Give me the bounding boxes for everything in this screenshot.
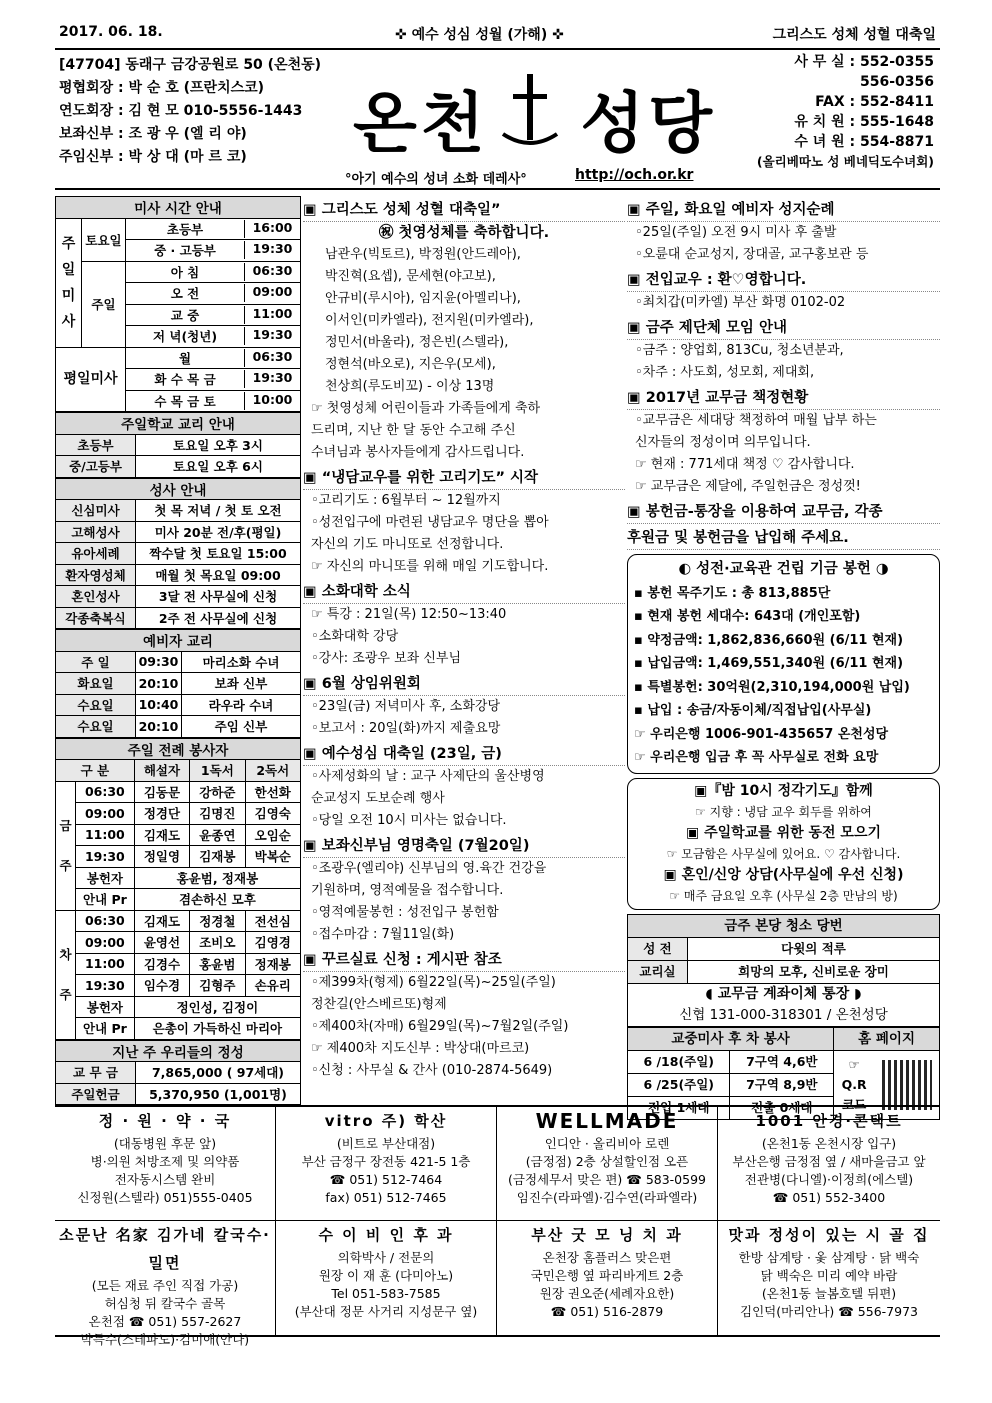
ad-title: 맛과 정성이 있는 시 골 집 [728, 1226, 930, 1244]
servers-cell: 19:30 [76, 846, 135, 868]
contact-numbers [757, 52, 934, 172]
parish-info-line: 보좌신부 : 조 광 우 (엘 리 야) [59, 126, 247, 142]
catechism-title: 예비자 교리 [56, 630, 301, 652]
table-cell: 수요일 [56, 694, 136, 716]
table-cell: 유아세례 [56, 543, 136, 565]
table-cell: 주일헌금 [56, 1083, 136, 1105]
servers-role: 안내 Pr [76, 1018, 135, 1040]
fund-line: ▪ 납입금액: 1,469,551,340원 (6/11 현재) [634, 656, 904, 671]
servers-value: 겸손하신 모후 [134, 889, 300, 911]
notice-line: ◦접수마감 : 7월11일(화) [311, 927, 455, 942]
notice-line: 기원하며, 영적예물을 접수합니다. [311, 883, 504, 898]
sunday-label: 주일 [82, 261, 126, 347]
tea-cell: 6 /25(주일) [628, 1073, 730, 1096]
notice-line: 이서인(미카엘라), 전지원(미카엘라), [325, 313, 534, 328]
qr-label: Q.R [841, 1076, 867, 1092]
fund-line: ▪ 납입 : 송금/자동이체/직접납입(사무실) [634, 703, 872, 718]
table-cell: 3달 전 사무실에 신청 [136, 586, 301, 608]
mass-slot: 아 침 [170, 264, 200, 280]
tea-cell: 전출 0세대 [730, 1096, 834, 1119]
notice-line: 자신의 기도 마니또로 선정합니다. [311, 537, 504, 552]
servers-cell: 정일영 [134, 846, 189, 868]
ad-line: 김인덕(마리안나) ☎ 556-7973 [740, 1304, 918, 1319]
fund-line: ▪ 봉헌 목주기도 : 총 813,885단 [634, 585, 831, 601]
notice-heading: ▣ 주일, 화요일 예비자 성지순례 [627, 199, 940, 222]
notice-line: ◦금주 : 양업회, 813Cu, 청소년분과, [635, 343, 844, 358]
fund-line: ▪ 약정금액: 1,862,836,660원 (6/11 현재) [634, 632, 904, 648]
ad-line: ☎ 051) 516-2879 [550, 1304, 664, 1319]
table-cell: 중/고등부 [56, 456, 136, 478]
notice-heading: ▣ 6월 상임위원회 [303, 673, 625, 696]
notice-heading: ▣ 전입교우 : 환♡영합니다. [627, 269, 940, 292]
ad-title: 수 이 비 인 후 과 [318, 1226, 454, 1244]
table-cell: 환자영성체 [56, 564, 136, 586]
notice-line: 박진혁(요셉), 문세현(야고보), [325, 269, 496, 284]
parish-info-line: 주임신부 : 박 상 대 (마 르 코) [59, 149, 247, 165]
servers-cell: 김재도 [134, 910, 189, 932]
notice-line: ◦최치갑(미카엘) 부산 화명 0102-02 [635, 295, 846, 310]
weekday-mass-label: 평일미사 [56, 347, 126, 412]
week-label: 차주 [56, 910, 76, 1039]
ad-block [276, 1221, 497, 1335]
ad-line: 허심청 뒤 칼국수 골목 [104, 1296, 226, 1311]
ad-title: 정 · 원 · 약 · 국 [98, 1112, 232, 1130]
mass-time: 09:00 [244, 284, 300, 302]
contact-line: (올리베따노 성 베네딕도수녀회) [756, 154, 934, 169]
ad-line: (금정점) 2층 상설할인점 오픈 [525, 1154, 689, 1169]
servers-cell: 19:30 [76, 975, 135, 997]
cross-logo-icon [495, 68, 565, 158]
notice-line: ☞ 첫영성체 어린이들과 가족들에게 축하 [311, 401, 541, 416]
servers-cell: 06:30 [76, 910, 135, 932]
table-cell: 교 무 금 [56, 1062, 136, 1084]
servers-title: 주일 전례 봉사자 [56, 738, 301, 760]
notice-line: ◦23일(금) 저녁미사 후, 소화강당 [311, 699, 501, 714]
servers-cell: 오임순 [245, 824, 300, 846]
table-cell: 20:10 [136, 716, 182, 738]
table-cell: 수요일 [56, 716, 136, 738]
notice-line: ◦성전입구에 마련된 냉담교우 명단을 뽑아 [311, 515, 549, 530]
servers-cell: 강하준 [190, 781, 245, 803]
ad-line: 박득수(스테파노)·김미애(안나) [80, 1332, 250, 1347]
tea-cell: 6 /18(주일) [628, 1050, 730, 1073]
notice-line: 정민서(바울라), 정은빈(스텔라), [325, 335, 509, 350]
notice-line: ◦차주 : 사도회, 성모회, 제대회, [635, 365, 815, 380]
notice-line: ☞ 자신의 마니또를 위해 매일 기도합니다. [311, 559, 549, 574]
prayer-line: ▣ 주일학교를 위한 동전 모으기 [685, 824, 881, 841]
table-cell: 고해성사 [56, 521, 136, 543]
contact-line: FAX : 552-8411 [815, 94, 934, 110]
ad-block [276, 1107, 497, 1221]
ad-line: 병·의원 처방조제 및 의약품 [90, 1154, 240, 1169]
servers-cell: 정경단 [134, 803, 189, 825]
ad-line: (금정세무서 맞은 편) ☎ 583-0599 [508, 1172, 706, 1187]
notice-line: ☞ 특강 : 21일(목) 12:50~13:40 [311, 607, 507, 622]
servers-value: 은총이 가득하신 마리아 [134, 1018, 300, 1040]
ad-title: 소문난 名家 김가네 칼국수·밀면 [59, 1226, 271, 1272]
ad-block [718, 1107, 940, 1221]
contact-line: 556-0356 [860, 74, 934, 90]
servers-value: 정인성, 김정이 [134, 996, 300, 1018]
notice-line: 정찬길(안스베르또)형제 [311, 997, 447, 1012]
table-cell: 짝수달 첫 토요일 15:00 [136, 543, 301, 565]
notice-heading: 후원금 및 봉헌금을 납입해 주세요. [627, 527, 940, 550]
ad-line: (온천1동 온천시장 입구) [761, 1136, 897, 1151]
servers-header: 2독서 [245, 760, 300, 782]
notice-heading: ▣ 소화대학 소식 [303, 581, 625, 604]
ad-line: (비트로 부산대점) [336, 1136, 436, 1151]
notice-line: ◦25일(주일) 오전 9시 미사 후 출발 [635, 225, 837, 240]
ad-line: (모든 재료 주인 직접 가공) [91, 1278, 239, 1293]
ad-block [718, 1221, 940, 1335]
fund-title: ◐ 성전·교육관 건립 기금 봉헌 ◑ [678, 561, 889, 577]
servers-role: 안내 Pr [76, 889, 135, 911]
table-cell: 09:30 [136, 651, 182, 673]
servers-cell: 11:00 [76, 824, 135, 846]
catechism-table [55, 629, 301, 738]
ad-line: 부산은행 금정점 옆 / 새마을금고 앞 [732, 1154, 926, 1169]
fund-line: ☞ 우리은행 1006-901-435657 온천성당 [634, 726, 889, 742]
notice-line: ◦제400차(자매) 6월29일(목)~7월2일(주일) [311, 1019, 569, 1034]
notice-line: 정현석(바오로), 지은우(모세), [325, 357, 496, 372]
notice-line: 남관우(빅토르), 박정원(안드레아), [325, 247, 521, 262]
ad-block [497, 1221, 718, 1335]
servers-cell: 김동문 [134, 781, 189, 803]
mass-time: 19:30 [244, 241, 300, 259]
notice-line: ◦사제성화의 날 : 교구 사제단의 울산병영 [311, 769, 545, 784]
ad-line: fax) 051) 512-7465 [325, 1190, 447, 1205]
table-cell: 혼인성사 [56, 586, 136, 608]
table-cell: 주임 신부 [182, 716, 301, 738]
sunday-school-table [55, 412, 301, 478]
qr-code-icon [882, 1060, 932, 1110]
notice-line: ◦소화대학 강당 [311, 629, 399, 644]
ad-line: 온천점 ☎ 051) 557-2627 [88, 1314, 242, 1329]
mass-times-title: 미사 시간 안내 [56, 197, 301, 219]
notice-heading: ▣ 꾸르실료 신청 : 게시판 참조 [303, 949, 625, 972]
ad-line: 전자동시스템 완비 [114, 1172, 216, 1187]
mass-time: 11:00 [244, 306, 300, 324]
notice-line: ◦제399차(형제) 6월22일(목)~25일(주일) [311, 975, 556, 990]
cleaning-title: 금주 본당 청소 당번 [628, 914, 940, 937]
notice-line: ◦고리기도 : 6월부터 ~ 12월까지 [311, 493, 501, 508]
masthead [55, 48, 940, 190]
ad-line: 한방 삼계탕 · 옻 삼계탕 · 닭 백숙 [738, 1250, 920, 1265]
notice-line: 천상희(루도비꼬) - 이상 13명 [325, 379, 495, 394]
notice-heading: ▣ 금주 제단체 모임 안내 [627, 317, 940, 340]
table-cell: 10:40 [136, 694, 182, 716]
ad-block [55, 1221, 276, 1347]
notice-line: ☞ 제400차 지도신부 : 박상대(마르코) [311, 1041, 530, 1056]
ad-line: 인디안 · 올리비아 로렌 [544, 1136, 670, 1151]
ad-line: Tel 051-583-7585 [331, 1286, 441, 1301]
notice-heading: ▣ 예수성심 대축일 (23일, 금) [303, 743, 625, 766]
servers-cell: 정재봉 [245, 953, 300, 975]
servers-header: 구 분 [56, 760, 135, 782]
servers-cell: 김명진 [190, 803, 245, 825]
servers-role: 봉헌자 [76, 867, 135, 889]
servers-cell: 11:00 [76, 953, 135, 975]
ad-line: 원장 권오준(세례자요한) [539, 1286, 675, 1301]
servers-header: 1독서 [190, 760, 245, 782]
servers-cell: 김영숙 [245, 803, 300, 825]
servers-cell: 김재봉 [190, 846, 245, 868]
table-cell: 신심미사 [56, 500, 136, 522]
middle-column [303, 196, 625, 1104]
notice-line: ◦강사: 조광우 보좌 신부님 [311, 651, 462, 666]
table-cell: 보좌 신부 [182, 673, 301, 695]
parish-info-line: 평협회장 : 박 순 호 (프란치스코) [59, 80, 265, 96]
table-cell: 5,370,950 (1,001명) [136, 1083, 301, 1105]
account-number: 신협 131-000-318301 / 온천성당 [627, 1005, 940, 1027]
servers-table [55, 738, 301, 1040]
website-link[interactable]: http://och.or.kr [575, 167, 694, 183]
ad-block [55, 1107, 276, 1221]
notice-heading: ▣ 2017년 교무금 책정현황 [627, 387, 940, 410]
notice-line: ◦당일 오전 10시 미사는 없습니다. [311, 813, 507, 828]
cleaning-duty-table [627, 914, 940, 984]
ad-line: 국민은행 옆 파리바게트 2층 [530, 1268, 684, 1283]
servers-cell: 박복순 [245, 846, 300, 868]
sacraments-table [55, 478, 301, 630]
notice-line: 신자들의 정성이며 의무입니다. [635, 435, 811, 450]
fund-line: ▪ 특별봉헌: 30억원(2,310,194,000원 납입) [634, 679, 910, 695]
fund-line: ▪ 현재 봉헌 세대수: 643대 (개인포함) [634, 609, 861, 624]
contact-line: 수 녀 원 : 554-8871 [794, 134, 934, 150]
qr-label: ☞ [848, 1056, 860, 1072]
ad-line: ☎ 051) 512-7464 [329, 1172, 443, 1187]
right-notices [627, 199, 940, 550]
ad-block [497, 1107, 718, 1221]
title-part-a: 온천 [353, 85, 489, 162]
table-cell: 화요일 [56, 673, 136, 695]
ad-title: vitro 주) 학산 [324, 1112, 448, 1130]
table-cell: 주 일 [56, 651, 136, 673]
account-title: ◖ 교무금 계좌이체 통장 ◗ [627, 984, 940, 1005]
left-column [55, 196, 301, 1104]
servers-cell: 손유리 [245, 975, 300, 997]
servers-cell: 김영경 [245, 932, 300, 954]
fund-line: ☞ 우리은행 입금 후 꼭 사무실로 전화 요망 [634, 750, 879, 765]
mass-time: 06:30 [244, 263, 300, 281]
ad-line: 의학박사 / 전문의 [337, 1250, 435, 1265]
table-cell: 초등부 [56, 434, 136, 456]
mass-slot: 수 목 금 토 [154, 393, 216, 409]
notice-line: 순교성지 도보순례 행사 [311, 791, 445, 806]
mass-slot: 저 녁(청년) [152, 329, 218, 345]
table-cell: 2주 전 사무실에 신청 [136, 607, 301, 629]
mass-slot: 월 [178, 350, 192, 366]
servers-cell: 윤영선 [134, 932, 189, 954]
prayer-line: ▣ 혼인/신앙 상담(사무실에 우선 신청) [663, 866, 904, 883]
ad-line: (온천1동 늘봄호텔 뒤편) [761, 1286, 897, 1301]
servers-header: 해설자 [134, 760, 189, 782]
qr-label: 코드 [842, 1096, 867, 1112]
notice-line: ☞ 현재 : 771세대 책정 ♡ 감사합니다. [635, 457, 855, 472]
feast-name: 그리스도 성체 성혈 대축일 [772, 27, 936, 43]
table-cell: 다윗의 적루 [688, 937, 940, 960]
table-cell: 마리소화 수녀 [182, 651, 301, 673]
mass-time: 19:30 [244, 327, 300, 345]
notice-line: ◦영적예물봉헌 : 성전입구 봉헌함 [311, 905, 499, 920]
ad-title: 1001 안경·콘택트 [755, 1112, 903, 1130]
parish-info-line: [47704] 동래구 금강공원로 50 (온천동) [59, 57, 322, 73]
notice-heading: ▣ 그리스도 성체 성혈 대축일” [303, 199, 625, 222]
mass-time: 19:30 [244, 370, 300, 388]
notice-line: 안규비(루시아), 임지윤(아멜리나), [325, 291, 521, 306]
week-label: 금주 [56, 781, 76, 910]
table-cell: 교리실 [628, 960, 688, 983]
offering-title: 지난 주 우리들의 정성 [56, 1040, 301, 1062]
servers-cell: 김경수 [134, 953, 189, 975]
table-cell: 각종축복식 [56, 607, 136, 629]
notice-heading: ▣ “냉담교우를 위한 고리기도” 시작 [303, 467, 625, 490]
ad-line: (대동병원 후문 앞) [113, 1136, 217, 1151]
ad-line: 닭 백숙은 미리 예약 바람 [760, 1268, 898, 1283]
mass-time: 16:00 [244, 220, 300, 238]
notice-line: ◦교무금은 세대당 책정하여 매월 납부 하는 [635, 413, 877, 428]
mass-slot: 초등부 [166, 221, 204, 237]
servers-cell: 전선심 [245, 910, 300, 932]
prayer-line: ☞ 매주 금요일 오후 (사무실 2층 만남의 방) [669, 888, 898, 903]
table-cell: 희망의 모후, 신비로운 장미 [688, 960, 940, 983]
parish-info [59, 54, 321, 169]
top-bar [55, 22, 940, 44]
contact-line: 유 치 원 : 555-1648 [794, 114, 934, 130]
table-cell: 토요일 오후 6시 [136, 456, 301, 478]
servers-cell: 김재도 [134, 824, 189, 846]
tea-cell: 7구역 8,9반 [730, 1073, 834, 1096]
mass-slot: 오 전 [170, 286, 200, 302]
servers-cell: 정경철 [190, 910, 245, 932]
parish-info-line: 연도회장 : 김 현 모 010-5556-1443 [59, 103, 303, 119]
sunday-mass-label: 주일미사 [56, 218, 82, 347]
servers-cell: 한선화 [245, 781, 300, 803]
mass-time: 06:30 [244, 349, 300, 367]
notice-heading: ▣ 보좌신부님 영명축일 (7월20일) [303, 835, 625, 858]
ad-line: (부산대 정문 사거리 지성문구 옆) [294, 1304, 478, 1319]
sacraments-title: 성사 안내 [56, 478, 301, 500]
advertisements [55, 1105, 940, 1347]
ad-title: 부산 굿 모 닝 치 과 [531, 1226, 683, 1244]
servers-cell: 06:30 [76, 781, 135, 803]
right-column [627, 196, 940, 1115]
prayer-line: ☞ 모금함은 사무실에 있어요. ♡ 감사합니다. [666, 846, 901, 861]
prayer-line: ▣『밤 10시 정각기도』함께 [694, 782, 873, 799]
liturgical-month: ✜ 예수 성심 성월 (가해) ✜ [395, 27, 564, 43]
ad-line: 부산 금정구 장전동 421-5 1층 [301, 1154, 471, 1169]
notice-heading: ▣ 봉헌금-통장을 이용하여 교무금, 각종 [627, 501, 940, 524]
motto: °아기 예수의 성녀 소화 데레사° [345, 172, 527, 187]
servers-cell: 임수경 [134, 975, 189, 997]
servers-value: 홍윤범, 정재봉 [134, 867, 300, 889]
sunday-school-title: 주일학교 교리 안내 [56, 413, 301, 435]
mass-times-table [55, 196, 301, 412]
notice-line: 수녀님과 봉사자들에게 감사드립니다. [311, 445, 525, 460]
tea-title: 교중미사 후 차 봉사 [628, 1027, 834, 1050]
ad-line: 원장 이 재 훈 (다미아노) [318, 1268, 454, 1283]
servers-cell: 09:00 [76, 803, 135, 825]
notice-line: ◦조광우(엘리야) 신부님의 영.육간 건강을 [311, 861, 547, 876]
table-cell: 미사 20분 전/후(평일) [136, 521, 301, 543]
offering-table [55, 1040, 301, 1106]
mass-slot: 중 · 고등부 [154, 243, 216, 259]
title-part-b: 성당 [580, 85, 717, 162]
ad-line: 전관병(다니엘)·이정희(에스텔) [744, 1172, 914, 1187]
servers-cell: 조비오 [190, 932, 245, 954]
table-cell: 매월 첫 목요일 09:00 [136, 564, 301, 586]
building-fund-box [627, 554, 940, 774]
mass-slot: 교 중 [170, 307, 200, 323]
table-cell: 성 전 [628, 937, 688, 960]
servers-cell: 김형주 [190, 975, 245, 997]
notice-line: ◦오륜대 순교성지, 장대골, 교구홍보관 등 [635, 247, 869, 262]
tea-cell: 전입 1세대 [628, 1096, 730, 1119]
table-cell: 첫 목 저녁 / 첫 토 오전 [136, 500, 301, 522]
ad-line: ☎ 051) 552-3400 [772, 1190, 886, 1205]
prayer-line: ☞ 지향 : 냉담 교우 회두를 위하여 [695, 804, 872, 819]
servers-cell: 홍윤범 [190, 953, 245, 975]
servers-role: 봉헌자 [76, 996, 135, 1018]
mass-slot: 화 수 목 금 [154, 372, 216, 388]
ad-line: 신정원(스텔라) 051)555-0405 [77, 1190, 253, 1205]
mass-time: 10:00 [244, 392, 300, 410]
notice-line: 드리며, 지난 한 달 동안 수고해 주신 [311, 423, 516, 438]
saturday-label: 토요일 [82, 218, 126, 261]
servers-cell: 09:00 [76, 932, 135, 954]
notice-line: ◦보고서 : 20일(화)까지 제출요망 [311, 721, 501, 736]
table-cell: 7,865,000 ( 97세대) [136, 1062, 301, 1084]
notice-line: ◦신청 : 사무실 & 간사 (010-2874-5649) [311, 1063, 553, 1078]
ad-title: WELLMADE [535, 1109, 679, 1133]
ad-line: 온천장 홈플러스 맞은편 [542, 1250, 672, 1265]
servers-cell: 윤종연 [190, 824, 245, 846]
issue-date: 2017. 06. 18. [59, 24, 163, 40]
table-cell: 20:10 [136, 673, 182, 695]
contact-line: 사 무 실 : 552-0355 [794, 54, 934, 70]
ad-line: 임진수(라파엘)·김수연(라파엘라) [516, 1190, 698, 1205]
table-cell: 토요일 오후 3시 [136, 434, 301, 456]
notice-subheading: ㊗ 첫영성체를 축하합니다. [378, 225, 550, 241]
prayer-box [627, 778, 940, 910]
tea-cell: 7구역 4,6반 [730, 1050, 834, 1073]
notice-line: ☞ 교무금은 제달에, 주일헌금은 정성껏! [635, 479, 861, 494]
table-cell: 라우라 수녀 [182, 694, 301, 716]
homepage-title: 홈 페이지 [834, 1027, 940, 1050]
